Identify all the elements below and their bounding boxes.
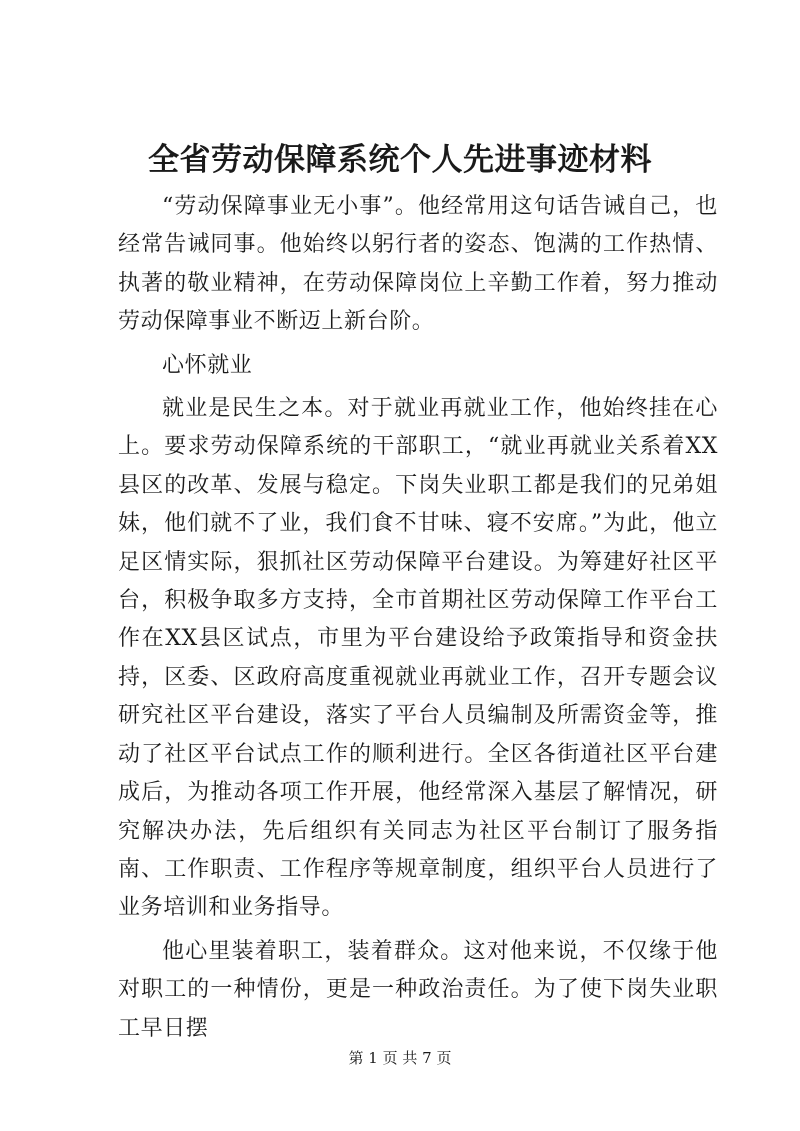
page-footer: 第 1 页 共 7 页 bbox=[348, 1049, 452, 1067]
document-title: 全省劳动保障系统个人先进事迹材料 bbox=[148, 142, 652, 178]
section-paragraph-1: 就业是民生之本。对于就业再就业工作，他始终挂在心上。要求劳动保障系统的干部职工，“就业再就业关系着XX县区的改革、发展与稳定。下岗失业职工都是我们的兄弟姐妹，他们就不了业，我们食不甘味、寝不安席。”为此，他立足区情实际，狠抓社区劳动保障平台建设。为筹建好社区平台，积极争取多方支持，全市首期社区劳动保障工作平台工作在XX县区试点，市里为平台建设给予政策指导和资金扶持，区委、区政府高度重视就业再就业工作，召开专题会议研究社区平台建设，落实了平台人员编制及所需资金等，推动了社区平台试点工作的顺利进行。全区各街道社区平台建成后，为推动各项工作开展，他经常深入基层了解情况，研究解决办法，先后组织有关同志为社区平台制订了服务指南、工作职责、工作程序等规章制度，组织平台人员进行了业务培训和业务指导。 bbox=[118, 396, 718, 921]
section-heading: 心怀就业 bbox=[162, 352, 253, 378]
document-body bbox=[118, 188, 718, 1048]
section-paragraph-2: 他心里装着职工，装着群众。这对他来说，不仅缘于他对职工的一种情份，更是一种政治责任。为了使下岗失业职工早日摆 bbox=[118, 938, 718, 1041]
intro-paragraph: “劳动保障事业无小事”。他经常用这句话告诫自己，也经常告诫同事。他始终以躬行者的姿态、饱满的工作热情、执著的敬业精神，在劳动保障岗位上辛勤工作着，努力推动劳动保障事业不断迈上新台阶。 bbox=[118, 194, 718, 335]
